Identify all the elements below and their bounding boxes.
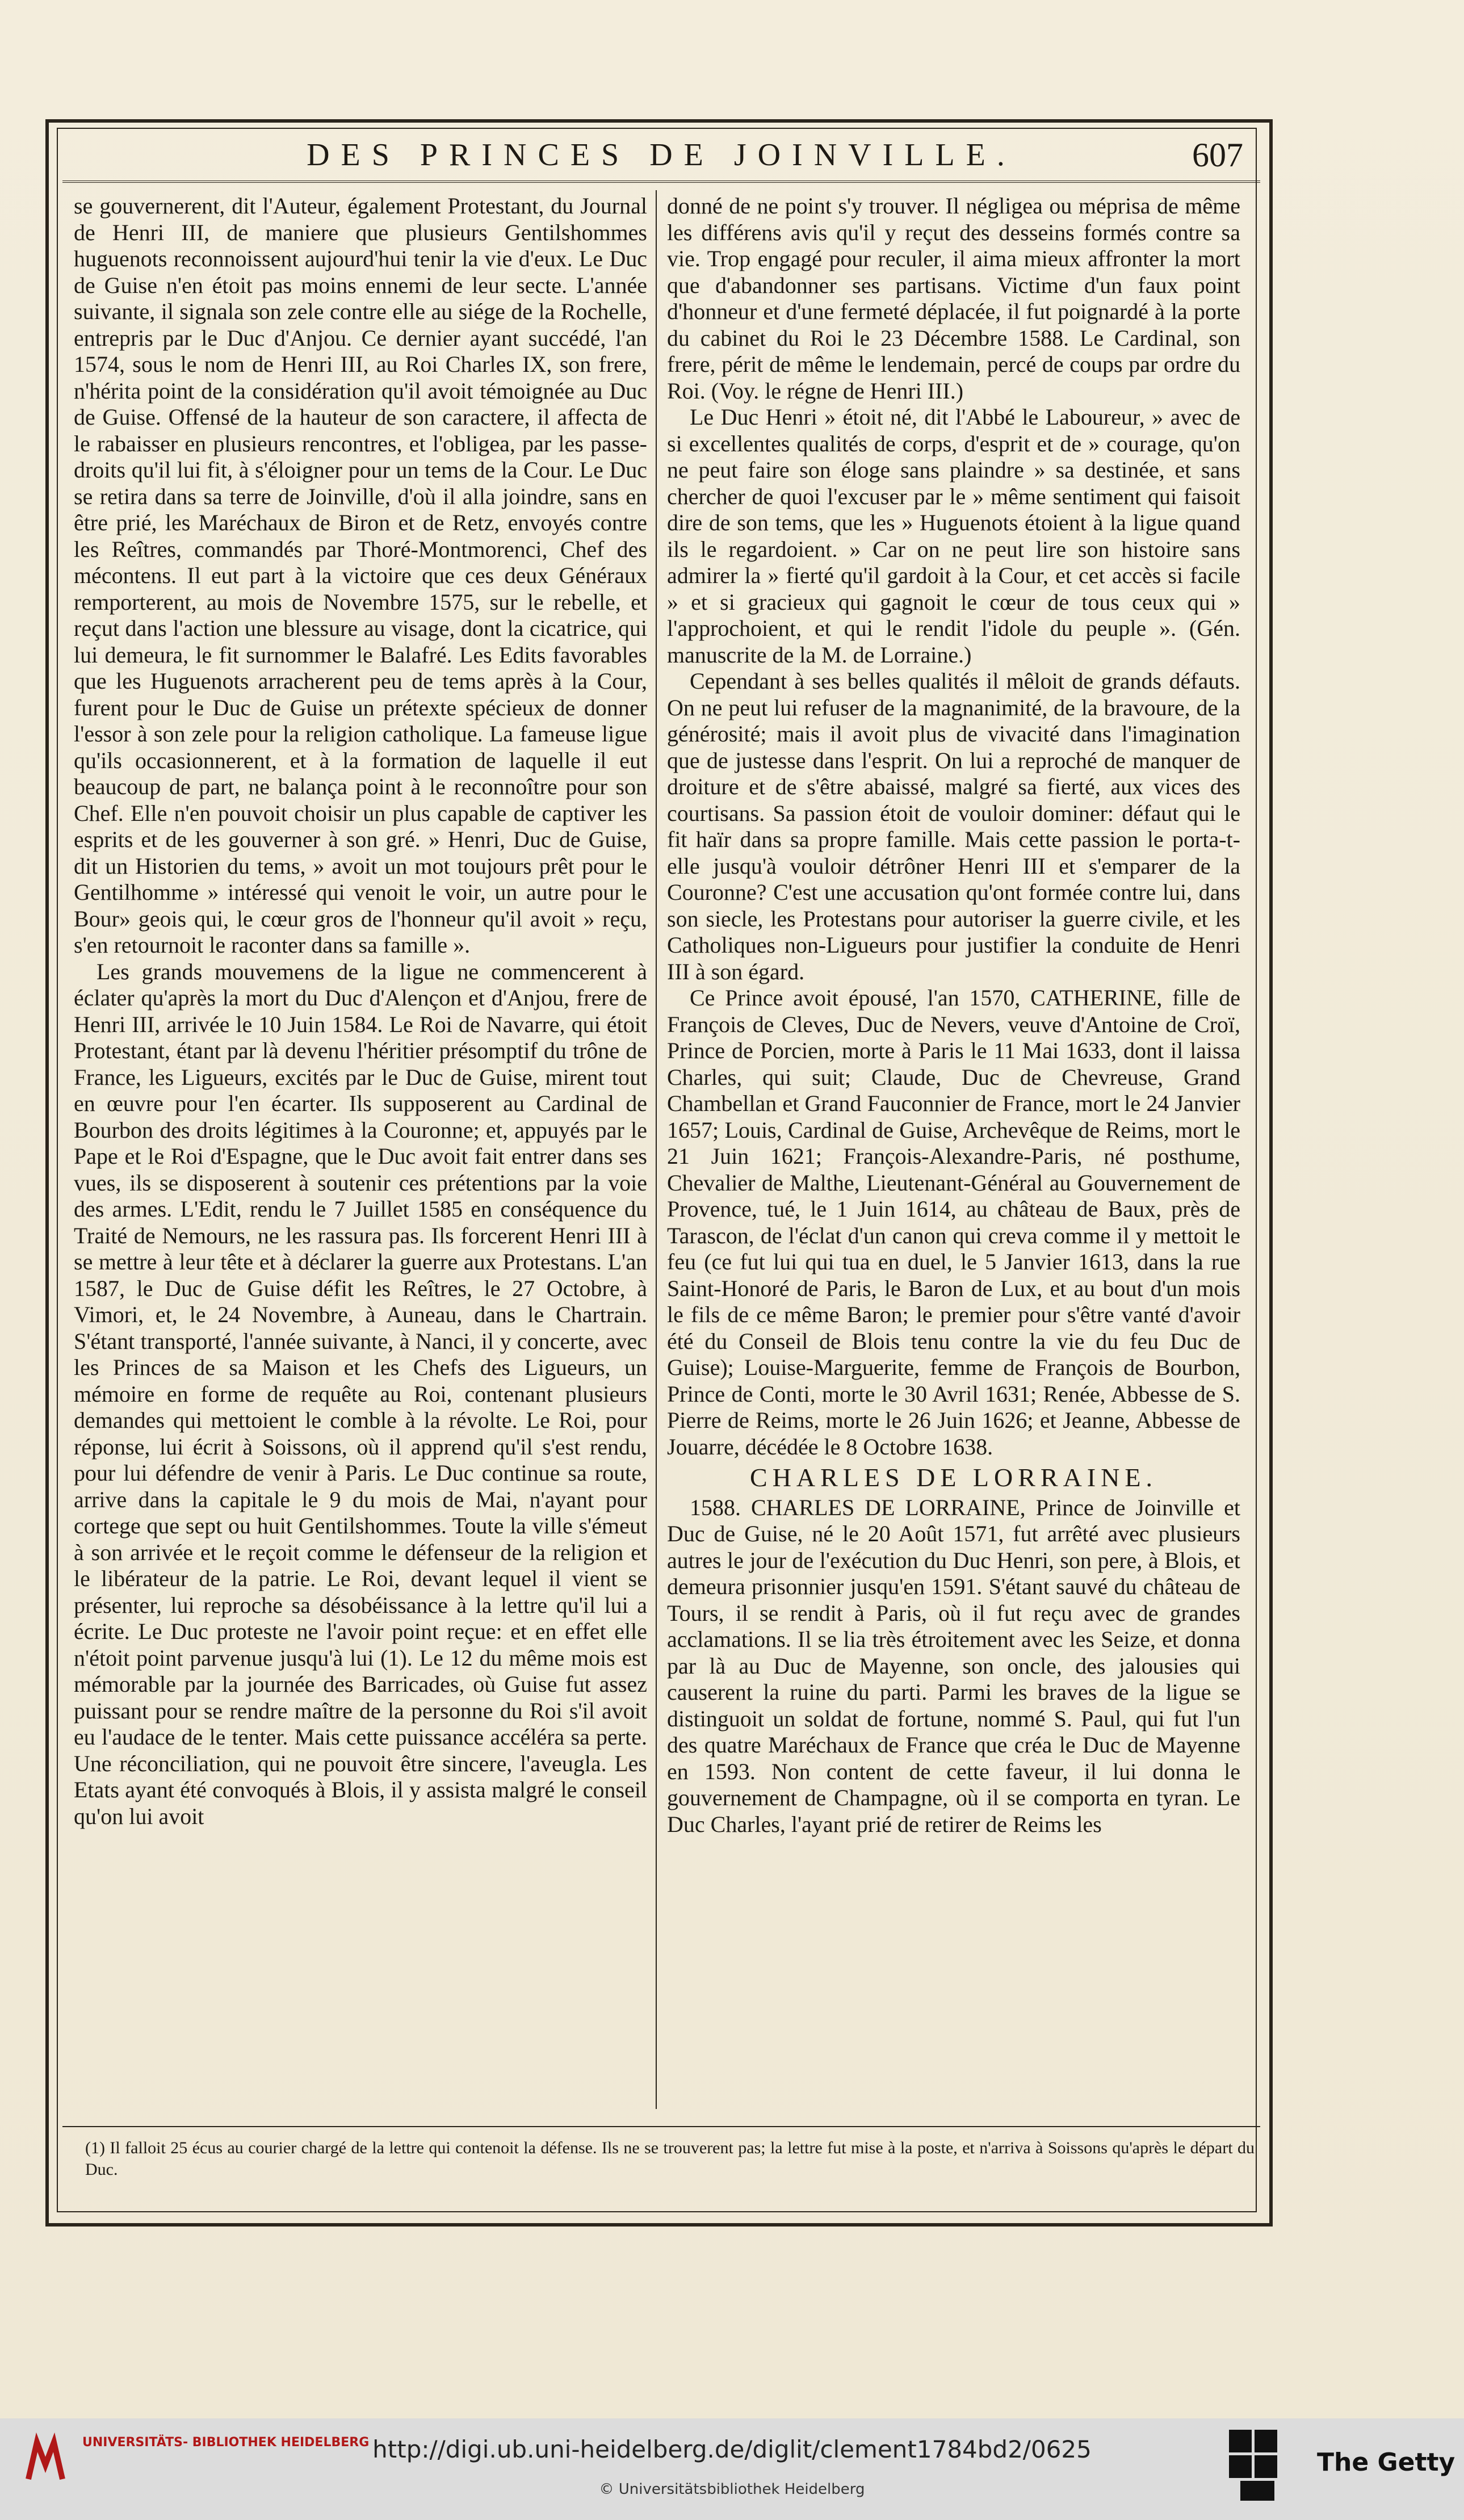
- section-title: CHARLES DE LORRAINE.: [750, 1463, 1157, 1492]
- running-title: DES PRINCES DE JOINVILLE.: [307, 137, 1016, 173]
- left-column: [74, 193, 647, 2106]
- getty-logo-icon: [1229, 2430, 1294, 2504]
- running-header: [62, 129, 1260, 183]
- paragraph: 1588. CHARLES DE LORRAINE, Prince de Joinville et Duc de Guise, né le 20 Août 1571, fut arrêté avec plusieurs autres le jour de l'exécution du Duc Henri, son pere, à Blois, et demeura prisonnier jusqu'en 1591. S'étant sauvé du château de Tours, il se rendit à Paris, où il fut reçu avec de grandes acclamations. Il se lia très étroitement avec les Seize, et donna par là au Duc de Mayenne, son oncle, des jalousies qui causerent la ruine du parti. Parmi les braves de la ligue se distinguoit un soldat de fortune, nommé S. Paul, qui fut l'un des quatre Maréchaux de France que créa le Duc de Mayenne en 1593. Non content de cette faveur, il lui donna le gouvernement de Champagne, où il se comporta en tyran. Le Duc Charles, l'ayant prié de retirer de Reims les: [667, 1494, 1240, 1837]
- copyright-notice: © Universitätsbibliothek Heidelberg: [599, 2481, 865, 2498]
- getty-label: The Getty: [1317, 2448, 1455, 2477]
- viewer-footer-bar: [0, 2418, 1464, 2520]
- footnote: (1) Il falloit 25 écus au courier chargé de la lettre qui contenoit la défense. Ils ne se trouverent pas; la lettre fut mise à la poste, et n'arriva à Soissons qu'après le départ du Duc.: [85, 2139, 1255, 2179]
- library-name: UNIVERSITÄTS- BIBLIOTHEK HEIDELBERG: [82, 2435, 370, 2450]
- paragraph: Le Duc Henri » étoit né, dit l'Abbé le Laboureur, » avec de si excellentes qualités de corps, d'esprit et de » courage, qu'on ne peut faire son éloge sans plaindre » sa destinée, et sans chercher de quoi l'excuser par le » même sentiment qui faisoit dire de son tems, que les » Huguenots étoient à la ligue quand ils le regardoient. » Car on ne peut lire son histoire sans admirer la » fierté qu'il gardoit à la Cour, et cet accès si facile » et si gracieux qui gagnoit le cœur de tous ceux qui » l'approchoient, et qui le rendit l'idole du peuple ». (Gén. manuscrite de la M. de Lorraine.): [667, 404, 1240, 668]
- paragraph: Les grands mouvemens de la ligue ne commencerent à éclater qu'après la mort du Duc d'Alençon et d'Anjou, frere de Henri III, arrivée le 10 Juin 1584. Le Roi de Navarre, qui étoit Protestant, étant par là devenu l'héritier présomptif du trône de France, les Ligueurs, excités par le Duc de Guise, mirent tout en œuvre pour l'en écarter. Ils supposerent au Cardinal de Bourbon des droits légitimes à la Couronne; et, appuyés par le Pape et le Roi d'Espagne, que le Duc avoit fait entrer dans ses vues, ils se disposerent à soutenir ces prétentions par la voie des armes. L'Edit, rendu le 7 Juillet 1585 en conséquence du Traité de Nemours, ne les rassura pas. Ils forcerent Henri III à se mettre à leur tête et à déclarer la guerre aux Protestans. L'an 1587, le Duc de Guise défit les Reîtres, le 27 Octobre, à Vimori, et, le 24 Novembre, à Auneau, dans le Chartrain. S'étant transporté, l'année suivante, à Nanci, il y concerte, avec les Princes de sa Maison et les Chefs des Ligueurs, un mémoire en forme de requête au Roi, contenant plusieurs demandes qui mettoient le comble à la révolte. Le Roi, pour réponse, lui écrit à Soissons, où il apprend qu'il s'est rendu, pour lui défendre de venir à Paris. Le Duc continue sa route, arrive dans la capitale le 9 du mois de Mai, n'ayant pour cortege que sept ou huit Gentilshommes. Toute la ville s'émeut à son arrivée et le reçoit comme le défenseur de la religion et le libérateur de la patrie. Le Roi, devant lequel il vient se présenter, lui reproche sa désobéissance à la lettre qu'il lui a écrite. Le Duc proteste ne l'avoir point reçue: et en effet elle n'étoit point parvenue jusqu'à lui (1). Le 12 du même mois est mémorable par la journée des Barricades, où Guise fut assez puissant pour se rendre maître de la personne du Roi s'il avoit eu l'audace de le tenter. Mais cette puissance accéléra sa perte. Une réconciliation, qui ne pouvoit être sincere, l'aveugla. Les Etats ayant été convoqués à Blois, il y assista malgré le conseil qu'on lui avoit: [74, 958, 647, 1829]
- page-number: 607: [1192, 136, 1243, 174]
- paragraph: donné de ne point s'y trouver. Il négligea ou méprisa de même les différens avis qu'il y reçut des desseins formés contre sa vie. Trop engagé pour reculer, il aima mieux affronter la mort que d'abandonner ses partisans. Victime d'un faux point d'honneur et d'une fermeté déplacée, il fut poignardé à la porte du cabinet du Roi le 23 Décembre 1588. Le Cardinal, son frere, périt de même le lendemain, percé de coups par ordre du Roi. (Voy. le régne de Henri III.): [667, 193, 1240, 404]
- paragraph: se gouvernerent, dit l'Auteur, également Protestant, du Journal de Henri III, de maniere que plusieurs Gentilshommes huguenots reconnoissent aujourd'hui tenir la vie d'eux. Le Duc de Guise n'en étoit pas moins ennemi de leur secte. L'année suivante, il signala son zele contre elle au siége de la Rochelle, entrepris par le Duc d'Anjou. Ce dernier ayant succédé, l'an 1574, sous le nom de Henri III, au Roi Charles IX, son frere, n'hérita point de la considération qu'il avoit témoignée au Duc de Guise. Offensé de la hauteur de son caractere, il affecta de le rabaisser en plusieurs rencontres, et l'obligea, par les passe-droits qu'il lui fit, à s'éloigner pour un tems de la Cour. Le Duc se retira dans sa terre de Joinville, d'où il alla joindre, sans en être prié, les Maréchaux de Biron et de Retz, envoyés contre les Reîtres, commandés par Thoré-Montmorenci, Chef des mécontens. Il eut part à la victoire que ces deux Généraux remporterent, au mois de Novembre 1575, sur le rebelle, et reçut dans l'action une blessure au visage, dont la cicatrice, qui lui demeura, le fit surnommer le Balafré. Les Edits favorables que les Huguenots arracherent peu de tems après à la Cour, furent pour le Duc de Guise un prétexte spécieux de donner l'essor à son zele pour la religion catholique. La fameuse ligue qu'ils occasionnerent, et à la formation de laquelle il eut beaucoup de part, ne balança point à le reconnoître pour son Chef. Elle n'en pouvoit choisir un plus capable de captiver les esprits et de les gouverner à son gré. » Henri, Duc de Guise, dit un Historien du tems, » avoit un mot toujours prêt pour le Gentilhomme » intéressé qui venoit le voir, un autre pour le Bour» geois qui, le cœur gros de l'honneur qu'il avoit » reçu, s'en retournoit le raconter dans sa famille ».: [74, 193, 647, 958]
- right-column: [667, 193, 1240, 2106]
- paragraph: Ce Prince avoit épousé, l'an 1570, CATHERINE, fille de François de Cleves, Duc de Nevers, veuve d'Antoine de Croï, Prince de Porcien, morte à Paris le 11 Mai 1633, dont il laissa Charles, qui suit; Claude, Duc de Chevreuse, Grand Chambellan et Grand Fauconnier de France, mort le 24 Janvier 1657; Louis, Cardinal de Guise, Archevêque de Reims, mort le 21 Juin 1621; François-Alexandre-Paris, né posthume, Chevalier de Malthe, Lieutenant-Général au Gouvernement de Provence, tué, le 1 Juin 1614, au château de Baux, près de Tarascon, de l'éclat d'un canon qui creva comme il y mettoit le feu (ce fut lui qui tua en duel, le 5 Janvier 1613, dans la rue Saint-Honoré de Paris, le Baron de Lux, et au bout d'un mois le fils de ce même Baron; le premier pour s'être vanté d'avoir été du Conseil de Blois tenu contre la vie du feu Duc de Guise); Louise-Marguerite, femme de François de Bourbon, Prince de Conti, morte le 30 Avril 1631; Renée, Abbesse de S. Pierre de Reims, morte le 26 Juin 1626; et Jeanne, Abbesse de Jouarre, décédée le 8 Octobre 1638.: [667, 985, 1240, 1460]
- document-url-link[interactable]: http://digi.ub.uni-heidelberg.de/diglit/clement1784bd2/0625: [372, 2435, 1092, 2463]
- footnote-rule: [62, 2126, 1260, 2127]
- column-divider: [656, 190, 657, 2109]
- paragraph: Cependant à ses belles qualités il mêloit de grands défauts. On ne peut lui refuser de la magnanimité, de la bravoure, de la générosité; mais il avoit plus de vivacité dans l'imagination que de justesse dans l'esprit. On lui a reproché de manquer de droiture et de s'être abaissé, malgré sa fierté, aux vices des courtisans. Sa passion étoit de vouloir dominer: défaut qui le fit haïr dans sa propre famille. Mais cette passion le porta-t-elle jusqu'à vouloir détrôner Henri III et s'emparer de la Couronne? C'est une accusation qu'ont formée contre lui, dans son siecle, les Protestans pour autoriser la guerre civile, et les Catholiques non-Ligueurs pour justifier la conduite de Henri III à son égard.: [667, 668, 1240, 984]
